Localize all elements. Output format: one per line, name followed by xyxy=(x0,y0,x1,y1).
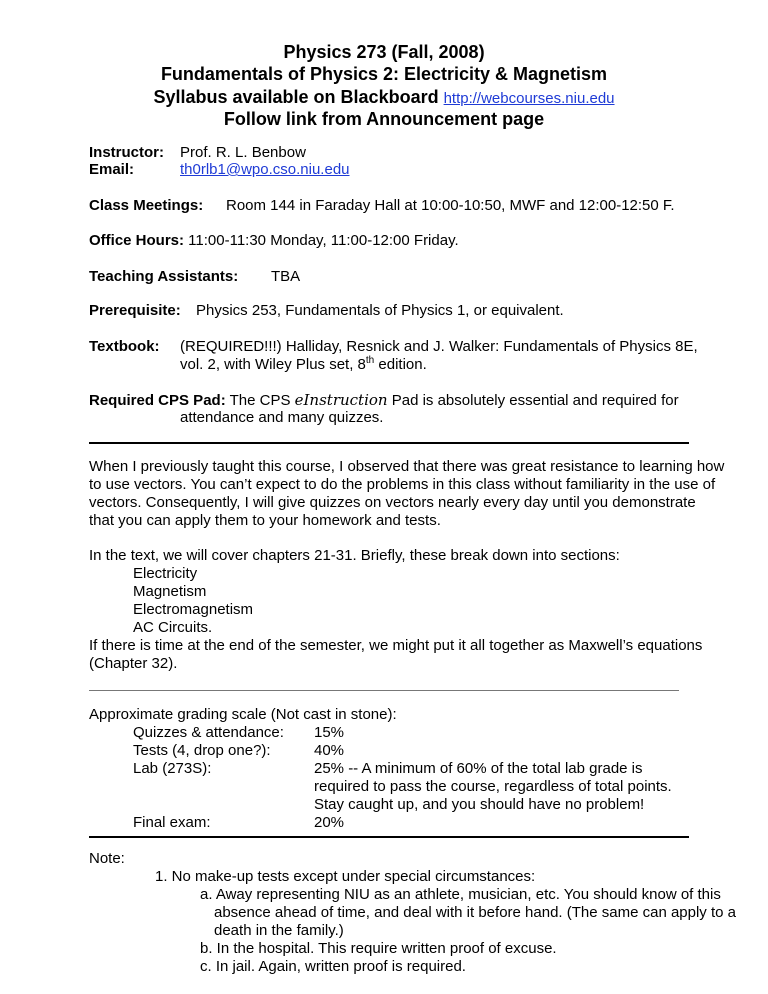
cps-pad xyxy=(89,391,679,410)
blackboard-link[interactable]: http://webcourses.niu.edu xyxy=(443,90,615,107)
note-label: Note: xyxy=(89,850,125,867)
grading-item-name: Tests (4, drop one?): xyxy=(133,742,271,759)
syllabus-location xyxy=(0,86,768,110)
textbook-line-2 xyxy=(180,356,427,374)
instructor-value: Prof. R. L. Benbow xyxy=(180,144,306,161)
divider xyxy=(89,690,679,691)
textbook-label: Textbook: xyxy=(89,338,160,355)
prereq-label: Prerequisite: xyxy=(89,302,181,319)
grading-title: Approximate grading scale (Not cast in stone): xyxy=(89,706,397,723)
chapters-intro: In the text, we will cover chapters 21-31. Briefly, these break down into sections: xyxy=(89,547,620,564)
divider xyxy=(89,442,689,444)
grading-item-name: Quizzes & attendance: xyxy=(133,724,284,741)
note-item-b: b. In the hospital. This require written proof of excuse. xyxy=(200,940,557,957)
office-hours xyxy=(89,232,459,250)
einstruction-brand: eInstruction xyxy=(294,391,388,409)
meetings-value: Room 144 in Faraday Hall at 10:00-10:50, MWF and 12:00-12:50 F. xyxy=(226,197,675,214)
email-link[interactable]: th0rlb1@wpo.cso.niu.edu xyxy=(180,161,350,178)
follow-link-instruction: Follow link from Announcement page xyxy=(223,109,545,129)
section-item: Magnetism xyxy=(133,583,207,600)
note-item-c: c. In jail. Again, written proof is required. xyxy=(200,958,466,975)
cps-label: Required CPS Pad: xyxy=(89,392,226,409)
grading-item-name: Lab (273S): xyxy=(133,760,212,777)
meetings-label: Class Meetings: xyxy=(89,197,204,214)
office-hours-label: Office Hours: xyxy=(89,232,185,249)
cps-text: The CPS xyxy=(225,392,295,409)
section-item: Electricity xyxy=(133,565,198,582)
grading-item-name: Final exam: xyxy=(133,814,211,831)
cps-line-2: attendance and many quizzes. xyxy=(180,409,384,426)
syllabus-location-text: Syllabus available on Blackboard xyxy=(153,87,444,107)
divider xyxy=(89,836,689,838)
course-title: Physics 273 (Fall, 2008) xyxy=(283,42,485,62)
prereq-value: Physics 253, Fundamentals of Physics 1, or equivalent. xyxy=(196,302,564,319)
office-hours-value: 11:00-11:30 Monday, 11:00-12:00 Friday. xyxy=(184,232,459,249)
grading-item-value: 25% -- A minimum of 60% of the total lab grade is xyxy=(314,760,643,777)
note-item-a-line-2: absence ahead of time, and deal with it before hand. (The same can apply to a xyxy=(214,904,736,921)
chapters-outro-1: If there is time at the end of the semester, we might put it all together as Maxwell’s equations xyxy=(89,637,703,654)
section-item: AC Circuits. xyxy=(133,619,213,636)
note-item-a-line-1: a. Away representing NIU as an athlete, musician, etc. You should know of this xyxy=(200,886,721,903)
email-label: Email: xyxy=(89,161,135,178)
chapters-outro-2: (Chapter 32). xyxy=(89,655,178,672)
edition-superscript: th xyxy=(365,355,375,366)
vectors-line-1: When I previously taught this course, I observed that there was great resistance to learning how xyxy=(89,458,725,475)
ta-label: Teaching Assistants: xyxy=(89,268,239,285)
lab-note-2: Stay caught up, and you should have no problem! xyxy=(314,796,645,813)
grading-item-value: 15% xyxy=(314,724,345,741)
vectors-line-3: vectors. Consequently, I will give quizzes on vectors nearly every day until you demonstrate xyxy=(89,494,696,511)
textbook-line-2-end: edition. xyxy=(374,356,427,373)
textbook-line-2-text: vol. 2, with Wiley Plus set, 8 xyxy=(180,356,366,373)
instructor-label: Instructor: xyxy=(89,144,164,161)
ta-value: TBA xyxy=(271,268,301,285)
vectors-line-4: that you can apply them to your homework and tests. xyxy=(89,512,441,529)
grading-item-value: 20% xyxy=(314,814,345,831)
section-item: Electromagnetism xyxy=(133,601,254,618)
note-item-1: 1. No make-up tests except under special circumstances: xyxy=(155,868,536,885)
cps-text-end: Pad is absolutely essential and required for xyxy=(387,392,679,409)
lab-note-1: required to pass the course, regardless of total points. xyxy=(314,778,672,795)
vectors-line-2: to use vectors. You can’t expect to do the problems in this class without familiarity in the use of xyxy=(89,476,716,493)
note-item-a-line-3: death in the family.) xyxy=(214,922,344,939)
course-subtitle: Fundamentals of Physics 2: Electricity & Magnetism xyxy=(160,64,608,84)
textbook-line-1: (REQUIRED!!!) Halliday, Resnick and J. Walker: Fundamentals of Physics 8E, xyxy=(180,338,698,355)
grading-item-value: 40% xyxy=(314,742,345,759)
